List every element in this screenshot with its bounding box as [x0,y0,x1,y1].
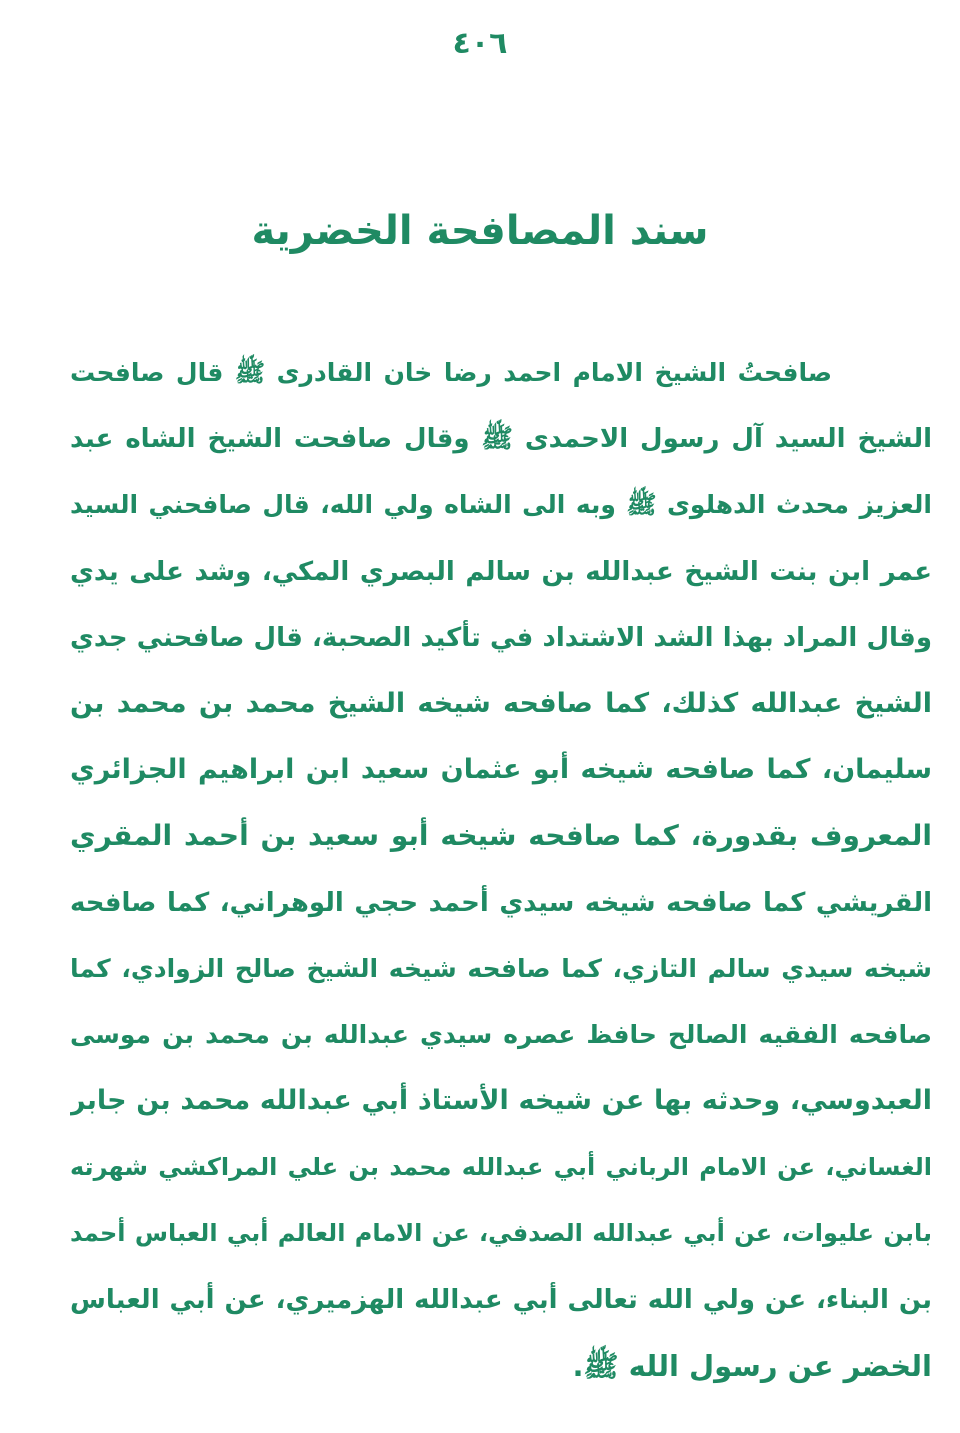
body-text [70,340,932,1399]
text-line: سليمان، كما صافحه شيخه أبو عثمان سعيد ابن ابراهيم الجزائري [70,754,932,786]
text-line: المعروف بقدورة، كما صافحه شيخه أبو سعيد بن أحمد المقري [70,819,932,853]
text-line: الشيخ عبدالله كذلك، كما صافحه شيخه الشيخ محمد بن محمد بن [70,687,932,719]
text-line: العزيز محدث الدهلوى ﷺ وبه الى الشاه ولي الله، قال صافحني السيد [70,490,932,520]
text-line: الخضر عن رسول الله ﷺ. [572,1348,932,1383]
text-line: العبدوسي، وحدثه بها عن شيخه الأستاذ أبي عبدالله محمد بن جابر [70,1085,932,1117]
text-line: شيخه سيدي سالم التازي، كما صافحه شيخه الشيخ صالح الزوادي، كما [70,953,932,983]
page-number: ٤٠٦ [452,26,508,61]
text-line: صافحه الفقيه الصالح حافظ عصره سيدي عبدالله بن محمد بن موسى [70,1019,932,1049]
text-line: وقال المراد بهذا الشد الاشتداد في تأكيد الصحبة، قال صافحني جدي [70,622,932,653]
text-line: الشيخ السيد آل رسول الاحمدى ﷺ وقال صافحت الشيخ الشاه عبد [70,424,932,455]
page-title: سند المصافحة الخضرية [251,208,709,254]
text-line: عمر ابن بنت الشيخ عبدالله بن سالم البصري المكي، وشد على يدي [70,556,932,587]
text-line: القريشي كما صافحه شيخه سيدي أحمد حجي الوهراني، كما صافحه [70,887,932,918]
text-line: بابن عليوات، عن أبي عبدالله الصدفي، عن الامام العالم أبي العباس أحمد [70,1219,932,1248]
text-line: الغساني، عن الامام الرباني أبي عبدالله محمد بن علي المراكشي شهرته [70,1153,932,1182]
text-line: صافحتُ الشيخ الامام احمد رضا خان القادرى ﷺ قال صافحت [70,358,832,387]
text-line: بن البناء، عن ولي الله تعالى أبي عبدالله الهزميري، عن أبي العباس [70,1284,932,1315]
